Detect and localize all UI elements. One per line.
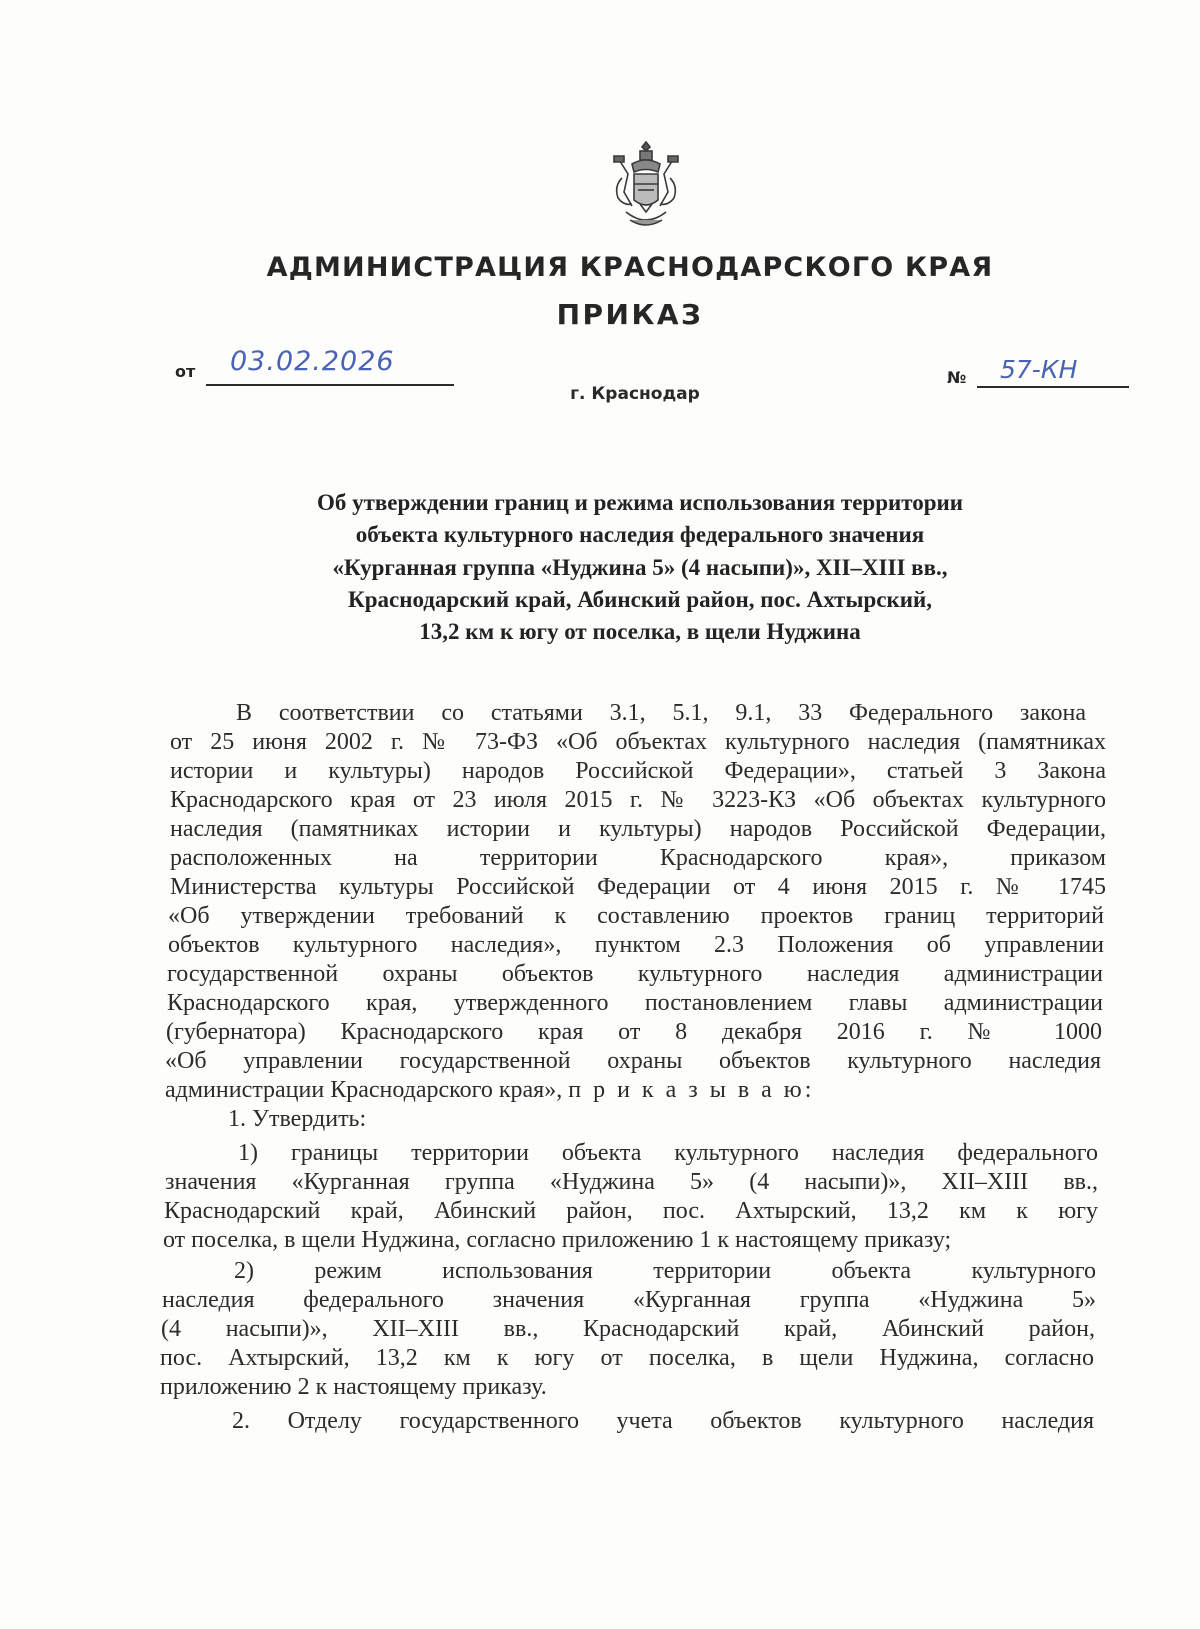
body-text: администрации Краснодарского края», — [165, 1077, 563, 1103]
sub-item-2-line: приложению 2 к настоящему приказу. — [160, 1374, 547, 1400]
number-label: № — [947, 368, 967, 387]
title-line: «Курганная группа «Нуджина 5» (4 насыпи)», XII–XIII вв., — [332, 555, 948, 580]
body-line: (губернатора) Краснодарского края от 8 декабря 2016 г. № 1000 — [166, 1019, 1102, 1045]
body-line: от 25 июня 2002 г. № 73-ФЗ «Об объектах культурного наследия (памятниках — [170, 729, 1106, 755]
body-line: Министерства культуры Российской Федерации от 4 июня 2015 г. № 1745 — [170, 874, 1106, 900]
document-type: ПРИКАЗ — [556, 298, 704, 331]
sub-item-1-line: Краснодарский край, Абинский район, пос. Ахтырский, 13,2 км к югу — [164, 1198, 1098, 1224]
body-line: «Об управлении государственной охраны объектов культурного наследия — [165, 1048, 1101, 1074]
item-2: 2. Отделу государственного учета объектов культурного наследия — [232, 1408, 1094, 1434]
sub-item-1-line: 1) границы территории объекта культурного наследия федерального — [238, 1140, 1098, 1166]
body-line: наследия (памятниках истории и культуры) народов Российской Федерации, — [170, 816, 1106, 842]
body-line: государственной охраны объектов культурного наследия администрации — [167, 961, 1103, 987]
body-line: объектов культурного наследия», пунктом 2.3 Положения об управлении — [168, 932, 1104, 958]
sub-item-2-line: 2) режим использования территории объекта культурного — [234, 1258, 1096, 1284]
sub-item-2-line: наследия федерального значения «Курганная группа «Нуджина 5» — [162, 1287, 1096, 1313]
sub-item-1-line: от поселка, в щели Нуджина, согласно приложению 1 к настоящему приказу; — [163, 1227, 952, 1253]
title-line: Об утверждении границ и режима использования территории — [316, 490, 964, 515]
item-1: 1. Утвердить: — [228, 1106, 367, 1132]
body-line: расположенных на территории Краснодарского края», приказом — [170, 845, 1106, 871]
date-label: от — [175, 362, 196, 381]
organization-name: АДМИНИСТРАЦИЯ КРАСНОДАРСКОГО КРАЯ — [266, 252, 994, 283]
sub-item-1-line: значения «Курганная группа «Нуджина 5» (4 насыпи)», XII–XIII вв., — [165, 1169, 1098, 1195]
number-underline — [977, 386, 1129, 388]
title-line: 13,2 км к югу от поселка, в щели Нуджина — [419, 619, 861, 644]
handwritten-date: 03.02.2026 — [230, 346, 395, 377]
title-line: объекта культурного наследия федерального значения — [355, 522, 925, 547]
body-line: В соответствии со статьями 3.1, 5.1, 9.1, 33 Федерального закона — [236, 700, 1086, 726]
order-word: п р и к а з ы в а ю: — [568, 1077, 815, 1103]
title-line: Краснодарский край, Абинский район, пос. Ахтырский, — [348, 587, 932, 612]
krasnodar-coat-of-arms-icon — [610, 138, 682, 232]
handwritten-number: 57-КН — [1000, 355, 1078, 384]
body-line — [165, 1077, 814, 1104]
body-line: Краснодарского края от 23 июля 2015 г. № 3223-КЗ «Об объектах культурного — [170, 787, 1106, 813]
sub-item-2-line: пос. Ахтырский, 13,2 км к югу от поселка, в щели Нуджина, согласно — [160, 1345, 1094, 1371]
body-line: «Об утверждении требований к составлению проектов границ территорий — [168, 903, 1104, 929]
sub-item-2-line: (4 насыпи)», XII–XIII вв., Краснодарский край, Абинский район, — [161, 1316, 1095, 1342]
body-line: Краснодарского края, утвержденного постановлением главы администрации — [167, 990, 1103, 1016]
city-name: г. Краснодар — [570, 384, 700, 404]
body-line: истории и культуры) народов Российской Федерации», статьей 3 Закона — [170, 758, 1106, 784]
